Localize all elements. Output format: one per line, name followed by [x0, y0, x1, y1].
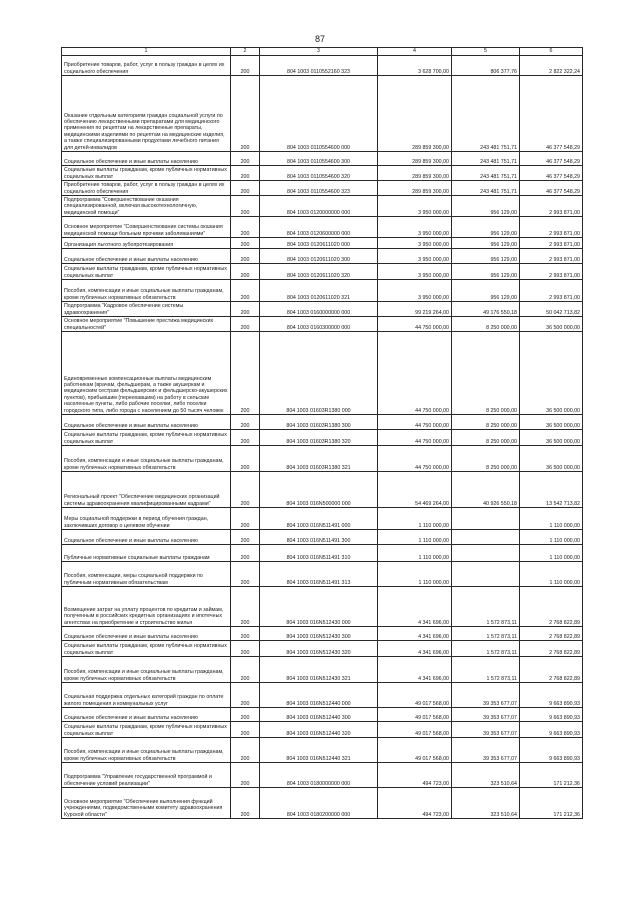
table-row [62, 545, 583, 562]
row-approved-amount: 289 859 300,00 [378, 152, 452, 166]
row-approved-amount: 3 950 000,00 [378, 249, 452, 264]
row-unexecuted-amount: 2 768 822,89 [520, 587, 583, 627]
row-classification-code: 804 1003 016N512430 300 [260, 627, 378, 641]
row-name: Социальные выплаты гражданам, кроме публичных нормативных социальных выплат [62, 641, 231, 657]
row-unexecuted-amount: 50 042 713,82 [520, 302, 583, 317]
row-executed-amount [452, 545, 520, 562]
row-unexecuted-amount: 9 663 890,93 [520, 738, 583, 763]
row-classification-code: 804 1003 0110554600 320 [260, 166, 378, 181]
row-executed-amount: 956 129,00 [452, 264, 520, 280]
row-unexecuted-amount: 13 542 713,82 [520, 472, 583, 508]
row-unexecuted-amount: 2 993 871,00 [520, 217, 583, 238]
row-executed-amount: 323 510,64 [452, 788, 520, 819]
row-name: Социальное обеспечение и иные выплаты населению [62, 415, 231, 430]
row-code: 200 [231, 587, 260, 627]
row-name: Приобретение товаров, работ, услуг в пользу граждан в целях их социального обеспечения [62, 181, 231, 196]
row-name: Организация льготного зубопротезирования [62, 238, 231, 249]
table-row [62, 763, 583, 788]
row-classification-code: 804 1003 016N512440 320 [260, 722, 378, 738]
table-row [62, 446, 583, 472]
row-unexecuted-amount: 36 500 000,00 [520, 446, 583, 472]
row-executed-amount: 49 176 550,18 [452, 302, 520, 317]
row-name: Пособия, компенсации и иные социальные выплаты гражданам, кроме публичных нормативных обязательств [62, 280, 231, 302]
table-row [62, 562, 583, 587]
row-code: 200 [231, 332, 260, 415]
row-executed-amount: 956 129,00 [452, 280, 520, 302]
row-code: 200 [231, 238, 260, 249]
table-row [62, 587, 583, 627]
row-name: Пособия, компенсации и иные социальные выплаты гражданам, кроме публичных нормативных обязательств [62, 446, 231, 472]
row-unexecuted-amount: 46 377 548,29 [520, 152, 583, 166]
row-code: 200 [231, 562, 260, 587]
row-classification-code: 804 1003 0110554600 323 [260, 181, 378, 196]
row-name: Подпрограмма "Кадровое обеспечение системы здравоохранения" [62, 302, 231, 317]
row-approved-amount: 44 750 000,00 [378, 317, 452, 332]
row-name: Подпрограмма "Совершенствование оказания специализированной, включая высокотехнологичную, медицинской помощи" [62, 196, 231, 217]
row-name: Подпрограмма "Управление государственной программой и обеспечение условий реализации" [62, 763, 231, 788]
row-name: Основное мероприятие "Обеспечение выполнения функций учреждениями, подведомственными комитету здравоохранения Курской области" [62, 788, 231, 819]
row-code: 200 [231, 641, 260, 657]
row-executed-amount: 1 572 873,11 [452, 587, 520, 627]
row-name: Основное мероприятие "Повышение престижа медицинских специальностей" [62, 317, 231, 332]
row-unexecuted-amount: 46 377 548,29 [520, 76, 583, 152]
row-executed-amount: 8 250 000,00 [452, 415, 520, 430]
row-executed-amount: 39 353 677,07 [452, 738, 520, 763]
row-unexecuted-amount: 171 212,36 [520, 788, 583, 819]
row-approved-amount: 3 628 700,00 [378, 56, 452, 76]
row-unexecuted-amount: 2 768 822,89 [520, 657, 583, 683]
table-row [62, 508, 583, 530]
row-code: 200 [231, 152, 260, 166]
row-code: 200 [231, 181, 260, 196]
row-classification-code: 804 1003 01603R1380 300 [260, 415, 378, 430]
table-row [62, 708, 583, 722]
row-unexecuted-amount: 2 993 871,00 [520, 280, 583, 302]
row-classification-code: 804 1003 0180200000 000 [260, 788, 378, 819]
row-executed-amount: 956 129,00 [452, 238, 520, 249]
row-executed-amount: 243 481 751,71 [452, 76, 520, 152]
row-code: 200 [231, 317, 260, 332]
row-approved-amount: 44 750 000,00 [378, 430, 452, 446]
row-name: Социальное обеспечение и иные выплаты населению [62, 530, 231, 545]
row-name: Социальная поддержка отдельных категорий граждан по оплате жилого помещения и коммунальных услуг [62, 683, 231, 708]
column-number-1: 1 [62, 48, 231, 56]
row-classification-code: 804 1003 016N511491 313 [260, 562, 378, 587]
row-executed-amount: 956 129,00 [452, 196, 520, 217]
row-executed-amount: 8 250 000,00 [452, 430, 520, 446]
row-name: Единовременные компенсационные выплаты медицинским работникам (врачам, фельдшерам, а также акушеркам и медицинским сестрам фельдшерских и фельдшерско-акушерских пунктов), прибывшим (переехавшим) на работу в сельские населенные пункты, либо рабочие поселки, либо поселки городского типа, либо города с населением до 50 тысяч человек [62, 332, 231, 415]
row-unexecuted-amount: 1 110 000,00 [520, 508, 583, 530]
row-executed-amount: 243 481 751,71 [452, 166, 520, 181]
row-approved-amount: 44 750 000,00 [378, 415, 452, 430]
row-code: 200 [231, 683, 260, 708]
table-row [62, 264, 583, 280]
row-unexecuted-amount: 1 110 000,00 [520, 545, 583, 562]
row-code: 200 [231, 738, 260, 763]
row-name: Социальные выплаты гражданам, кроме публичных нормативных социальных выплат [62, 430, 231, 446]
row-classification-code: 804 1003 016N512430 320 [260, 641, 378, 657]
row-unexecuted-amount: 36 500 000,00 [520, 332, 583, 415]
row-code: 200 [231, 415, 260, 430]
row-approved-amount: 44 750 000,00 [378, 446, 452, 472]
row-approved-amount: 289 859 300,00 [378, 181, 452, 196]
row-approved-amount: 4 341 696,00 [378, 641, 452, 657]
row-approved-amount: 49 017 568,00 [378, 683, 452, 708]
page-number: 87 [314, 34, 325, 44]
row-code: 200 [231, 657, 260, 683]
row-classification-code: 804 1003 0160000000 000 [260, 302, 378, 317]
table-row [62, 76, 583, 152]
row-executed-amount: 243 481 751,71 [452, 152, 520, 166]
row-executed-amount: 40 926 550,18 [452, 472, 520, 508]
row-classification-code: 804 1003 0120611020 300 [260, 249, 378, 264]
column-number-row [62, 48, 583, 56]
column-number-2: 2 [231, 48, 260, 56]
row-approved-amount: 289 859 300,00 [378, 76, 452, 152]
row-classification-code: 804 1003 0160300000 000 [260, 317, 378, 332]
row-approved-amount: 3 950 000,00 [378, 238, 452, 249]
row-name: Социальное обеспечение и иные выплаты населению [62, 708, 231, 722]
table-row [62, 430, 583, 446]
row-code: 200 [231, 446, 260, 472]
table-row [62, 196, 583, 217]
row-classification-code: 804 1003 01603R1380 320 [260, 430, 378, 446]
table-row [62, 56, 583, 76]
column-number-3: 3 [260, 48, 378, 56]
column-number-4: 4 [378, 48, 452, 56]
row-executed-amount: 956 129,00 [452, 249, 520, 264]
row-name: Социальное обеспечение и иные выплаты населению [62, 627, 231, 641]
row-approved-amount: 99 219 264,00 [378, 302, 452, 317]
row-classification-code: 804 1003 0120000000 000 [260, 196, 378, 217]
row-code: 200 [231, 166, 260, 181]
row-name: Социальные выплаты гражданам, кроме публичных нормативных социальных выплат [62, 264, 231, 280]
row-code: 200 [231, 530, 260, 545]
row-unexecuted-amount: 171 212,36 [520, 763, 583, 788]
table-row [62, 683, 583, 708]
column-number-6: 6 [520, 48, 583, 56]
row-approved-amount: 3 950 000,00 [378, 217, 452, 238]
row-name: Возмещение затрат на уплату процентов по кредитам и займам, полученным в российских кредитных организациях и ипотечных агентствах на приобретение и строительство жилья [62, 587, 231, 627]
row-code: 200 [231, 76, 260, 152]
row-unexecuted-amount: 2 768 822,89 [520, 627, 583, 641]
row-unexecuted-amount: 36 500 000,00 [520, 317, 583, 332]
row-approved-amount: 54 469 264,00 [378, 472, 452, 508]
budget-table [61, 47, 583, 819]
row-approved-amount: 1 110 000,00 [378, 545, 452, 562]
row-executed-amount [452, 562, 520, 587]
row-classification-code: 804 1003 016N512440 000 [260, 683, 378, 708]
table-row [62, 788, 583, 819]
budget-table-body [62, 48, 583, 819]
row-name: Пособия, компенсации и иные социальные выплаты гражданам, кроме публичных нормативных обязательств [62, 738, 231, 763]
row-name: Меры социальной поддержки в период обучения граждан, заключивших договор о целевом обучении [62, 508, 231, 530]
row-executed-amount: 1 572 873,11 [452, 627, 520, 641]
table-row [62, 530, 583, 545]
row-unexecuted-amount: 2 993 871,00 [520, 196, 583, 217]
row-code: 200 [231, 264, 260, 280]
table-row [62, 415, 583, 430]
row-approved-amount: 494 723,00 [378, 788, 452, 819]
row-approved-amount: 49 017 568,00 [378, 738, 452, 763]
row-executed-amount: 8 250 000,00 [452, 332, 520, 415]
row-unexecuted-amount: 2 822 322,24 [520, 56, 583, 76]
row-classification-code: 804 1003 01603R1380 321 [260, 446, 378, 472]
row-name: Социальные выплаты гражданам, кроме публичных нормативных социальных выплат [62, 722, 231, 738]
row-classification-code: 804 1003 016N500000 000 [260, 472, 378, 508]
table-row [62, 738, 583, 763]
table-row [62, 722, 583, 738]
row-name: Пособия, компенсации и иные социальные выплаты гражданам, кроме публичных нормативных обязательств [62, 657, 231, 683]
table-row [62, 317, 583, 332]
row-approved-amount: 3 950 000,00 [378, 264, 452, 280]
row-code: 200 [231, 249, 260, 264]
row-classification-code: 804 1003 0110554600 300 [260, 152, 378, 166]
row-classification-code: 804 1003 0110552160 323 [260, 56, 378, 76]
table-row [62, 472, 583, 508]
row-approved-amount: 4 341 696,00 [378, 587, 452, 627]
row-code: 200 [231, 280, 260, 302]
row-executed-amount: 243 481 751,71 [452, 181, 520, 196]
row-code: 200 [231, 545, 260, 562]
row-code: 200 [231, 627, 260, 641]
row-name: Приобретение товаров, работ, услуг в пользу граждан в целях их социального обеспечения [62, 56, 231, 76]
row-executed-amount: 956 129,00 [452, 217, 520, 238]
table-row [62, 249, 583, 264]
row-code: 200 [231, 430, 260, 446]
row-approved-amount: 1 110 000,00 [378, 508, 452, 530]
row-unexecuted-amount: 36 500 000,00 [520, 415, 583, 430]
table-row [62, 152, 583, 166]
row-unexecuted-amount: 9 663 890,93 [520, 722, 583, 738]
table-row [62, 280, 583, 302]
row-name: Оказание отдельным категориям граждан социальной услуги по обеспечению лекарственными препаратами для медицинского применения по рецептам на лекарственные препараты, медицинскими изделиями по рецептам на медицинские изделия, а также специализированными продуктами лечебного питания для детей-инвалидов [62, 76, 231, 152]
row-classification-code: 804 1003 0120611020 000 [260, 238, 378, 249]
row-approved-amount: 4 341 696,00 [378, 627, 452, 641]
row-code: 200 [231, 217, 260, 238]
row-approved-amount: 49 017 568,00 [378, 722, 452, 738]
row-code: 200 [231, 302, 260, 317]
row-code: 200 [231, 508, 260, 530]
row-code: 200 [231, 708, 260, 722]
row-approved-amount: 289 859 300,00 [378, 166, 452, 181]
row-executed-amount: 806 377,76 [452, 56, 520, 76]
column-number-5: 5 [452, 48, 520, 56]
row-approved-amount: 4 341 696,00 [378, 657, 452, 683]
row-code: 200 [231, 472, 260, 508]
row-executed-amount: 323 510,64 [452, 763, 520, 788]
row-code: 200 [231, 196, 260, 217]
row-classification-code: 804 1003 016N512430 321 [260, 657, 378, 683]
row-unexecuted-amount: 9 663 890,93 [520, 683, 583, 708]
row-classification-code: 804 1003 0120611020 320 [260, 264, 378, 280]
row-name: Социальное обеспечение и иные выплаты населению [62, 249, 231, 264]
row-approved-amount: 3 950 000,00 [378, 196, 452, 217]
row-approved-amount: 1 110 000,00 [378, 562, 452, 587]
row-classification-code: 804 1003 016N511491 000 [260, 508, 378, 530]
table-row [62, 627, 583, 641]
table-row [62, 166, 583, 181]
table-row [62, 332, 583, 415]
row-unexecuted-amount: 2 993 871,00 [520, 238, 583, 249]
row-approved-amount: 3 950 000,00 [378, 280, 452, 302]
row-executed-amount: 39 353 677,07 [452, 708, 520, 722]
row-executed-amount: 1 572 873,11 [452, 657, 520, 683]
row-classification-code: 804 1003 0110554600 000 [260, 76, 378, 152]
row-executed-amount [452, 530, 520, 545]
row-unexecuted-amount: 9 663 890,93 [520, 708, 583, 722]
row-unexecuted-amount: 1 110 000,00 [520, 530, 583, 545]
table-row [62, 641, 583, 657]
row-unexecuted-amount: 1 110 000,00 [520, 562, 583, 587]
row-executed-amount: 39 353 677,07 [452, 722, 520, 738]
row-unexecuted-amount: 46 377 548,29 [520, 181, 583, 196]
row-name: Социальные выплаты гражданам, кроме публичных нормативных социальных выплат [62, 166, 231, 181]
row-approved-amount: 1 110 000,00 [378, 530, 452, 545]
row-unexecuted-amount: 2 768 822,89 [520, 641, 583, 657]
row-classification-code: 804 1003 016N511491 310 [260, 545, 378, 562]
row-executed-amount: 39 353 677,07 [452, 683, 520, 708]
row-name: Основное мероприятие "Совершенствование системы оказания медицинской помощи больным прочими заболеваниями" [62, 217, 231, 238]
row-classification-code: 804 1003 016N512430 000 [260, 587, 378, 627]
table-row [62, 238, 583, 249]
row-classification-code: 804 1003 0120611020 321 [260, 280, 378, 302]
row-executed-amount: 1 572 873,11 [452, 641, 520, 657]
row-approved-amount: 44 750 000,00 [378, 332, 452, 415]
table-row [62, 181, 583, 196]
row-unexecuted-amount: 36 500 000,00 [520, 430, 583, 446]
row-code: 200 [231, 56, 260, 76]
row-unexecuted-amount: 2 993 871,00 [520, 264, 583, 280]
row-executed-amount: 8 250 000,00 [452, 446, 520, 472]
row-approved-amount: 494 723,00 [378, 763, 452, 788]
row-code: 200 [231, 763, 260, 788]
row-name: Пособия, компенсации, меры социальной поддержки по публичным нормативным обязательствам [62, 562, 231, 587]
row-approved-amount: 49 017 568,00 [378, 708, 452, 722]
row-classification-code: 804 1003 0180000000 000 [260, 763, 378, 788]
row-classification-code: 804 1003 016N512440 321 [260, 738, 378, 763]
table-row [62, 302, 583, 317]
row-classification-code: 804 1003 016N511491 300 [260, 530, 378, 545]
row-code: 200 [231, 788, 260, 819]
row-name: Региональный проект "Обеспечение медицинских организаций системы здравоохранения квалифицированными кадрами" [62, 472, 231, 508]
row-code: 200 [231, 722, 260, 738]
row-classification-code: 804 1003 016N512440 300 [260, 708, 378, 722]
table-row [62, 657, 583, 683]
row-classification-code: 804 1003 0120600000 000 [260, 217, 378, 238]
row-name: Социальное обеспечение и иные выплаты населению [62, 152, 231, 166]
row-unexecuted-amount: 46 377 548,29 [520, 166, 583, 181]
row-name: Публичные нормативные социальные выплаты гражданам [62, 545, 231, 562]
table-row [62, 217, 583, 238]
row-executed-amount [452, 508, 520, 530]
row-classification-code: 804 1003 01603R1380 000 [260, 332, 378, 415]
row-executed-amount: 8 250 000,00 [452, 317, 520, 332]
row-unexecuted-amount: 2 993 871,00 [520, 249, 583, 264]
